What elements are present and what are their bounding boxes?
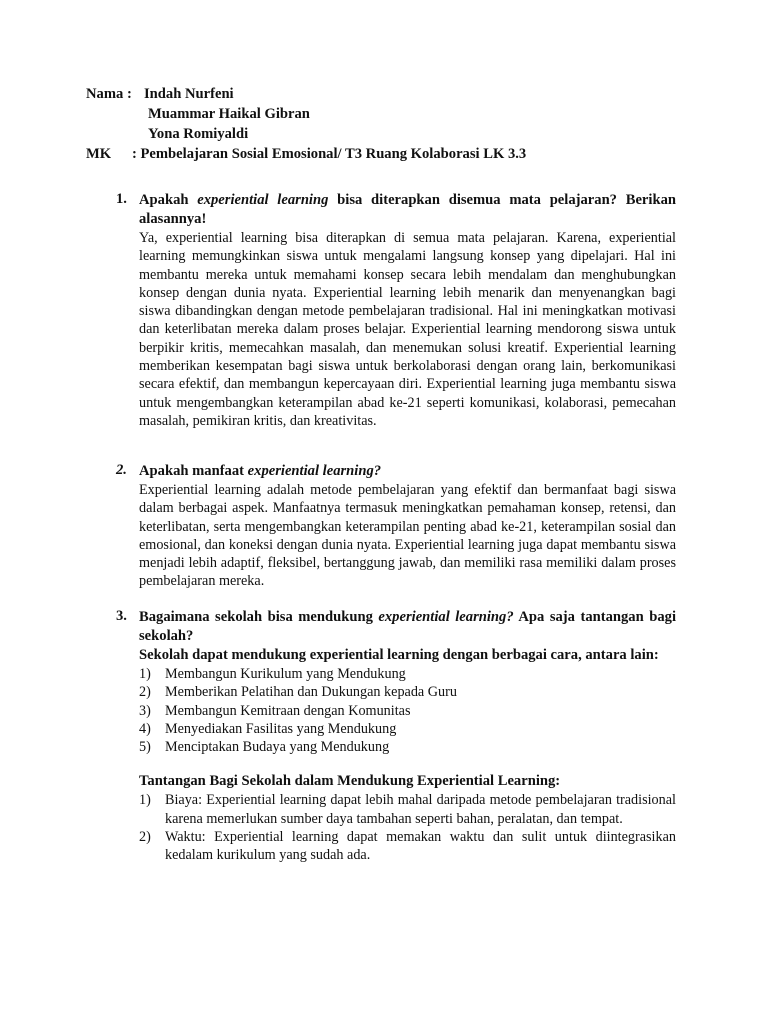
list-item: 2) Memberikan Pelatihan dan Dukungan kepada Guru [139, 684, 457, 701]
list-item: 3) Membangun Kemitraan dengan Komunitas [139, 702, 411, 719]
question-1 [116, 191, 676, 430]
list-item: 5) Menciptakan Budaya yang Mendukung [139, 739, 390, 756]
question-number: 3. [116, 608, 127, 624]
author-name-1: Indah Nurfeni [144, 86, 234, 102]
question-title: Apakah manfaat experiential learning? [139, 463, 382, 479]
challenges-heading: Tantangan Bagi Sekolah dalam Mendukung Experiential Learning: [139, 773, 561, 790]
list-item: 4) Menyediakan Fasilitas yang Mendukung [139, 720, 397, 737]
list-item: 1) Biaya: Experiential learning dapat lebih mahal daripada metode pembelajaran tradisional karena memerlukan sumber daya tambahan seperti bahan, peralatan, dan tempat. [139, 792, 676, 827]
mk-label: MK [86, 146, 112, 162]
question-number: 1. [116, 191, 127, 207]
author-name-3: Yona Romiyaldi [148, 126, 249, 142]
question-3 [116, 608, 676, 865]
question-2 [116, 462, 676, 591]
question-title: Apakah experiential learning bisa diterapkan disemua mata pelajaran? Berikan alasannya! [139, 192, 676, 227]
list-item: 1) Membangun Kurikulum yang Mendukung [139, 666, 406, 682]
list-item: 2) Waktu: Experiential learning dapat memakan waktu dan sulit untuk diintegrasikan kedalam kurikulum yang sudah ada. [139, 829, 676, 864]
question-title: Bagaimana sekolah bisa mendukung experiential learning? Apa saja tantangan bagi sekolah? [139, 609, 676, 644]
support-ways-list [139, 665, 676, 756]
author-name-2: Muammar Haikal Gibran [148, 106, 310, 122]
name-label: Nama : [86, 86, 132, 102]
mk-value: : Pembelajaran Sosial Emosional/ T3 Ruang Kolaborasi LK 3.3 [132, 146, 527, 162]
challenges-list [139, 791, 676, 864]
answer-intro: Sekolah dapat mendukung experiential learning dengan berbagai cara, antara lain: [139, 647, 659, 663]
header-block [86, 84, 526, 164]
answer-text: Ya, experiential learning bisa diterapkan di semua mata pelajaran. Karena, experiential learning memungkinkan siswa untuk mengalami langsung konsep yang dipelajari. Hal ini membantu mereka untuk memahami konsep secara lebih mendalam dan menghubungkan konsep dengan dunia nyata. Experiential learning lebih menarik dan menyenangkan bagi siswa dibandingkan dengan metode pembelajaran tradisional. Hal ini meningkatkan motivasi dan keterlibatan mereka dalam proses belajar. Experiential learning mendorong siswa untuk berpikir kritis, memecahkan masalah, dan menemukan solusi kreatif. Experiential learning memberikan kesempatan bagi siswa untuk berkolaborasi dengan orang lain, berkomunikasi secara efektif, dan membangun kepercayaan diri. Experiential learning juga membantu siswa untuk mengembangkan keterampilan abad ke-21 seperti komunikasi, kolaborasi, pemecahan masalah, pemikiran kritis, dan kreativitas. [139, 230, 676, 429]
answer-text: Experiential learning adalah metode pembelajaran yang efektif dan bermanfaat bagi siswa dalam berbagai aspek. Manfaatnya termasuk meningkatkan pemahaman konsep, retensi, dan keterlibatan, serta mengembangkan keterampilan penting abad ke-21, keterampilan sosial dan emosional, dan koneksi dengan dunia nyata. Experiential learning juga dapat membantu siswa menjadi lebih adaptif, fleksibel, bertanggung jawab, dan memiliki rasa memiliki dalam proses pembelajaran mereka. [139, 482, 676, 590]
question-number: 2. [116, 462, 127, 478]
